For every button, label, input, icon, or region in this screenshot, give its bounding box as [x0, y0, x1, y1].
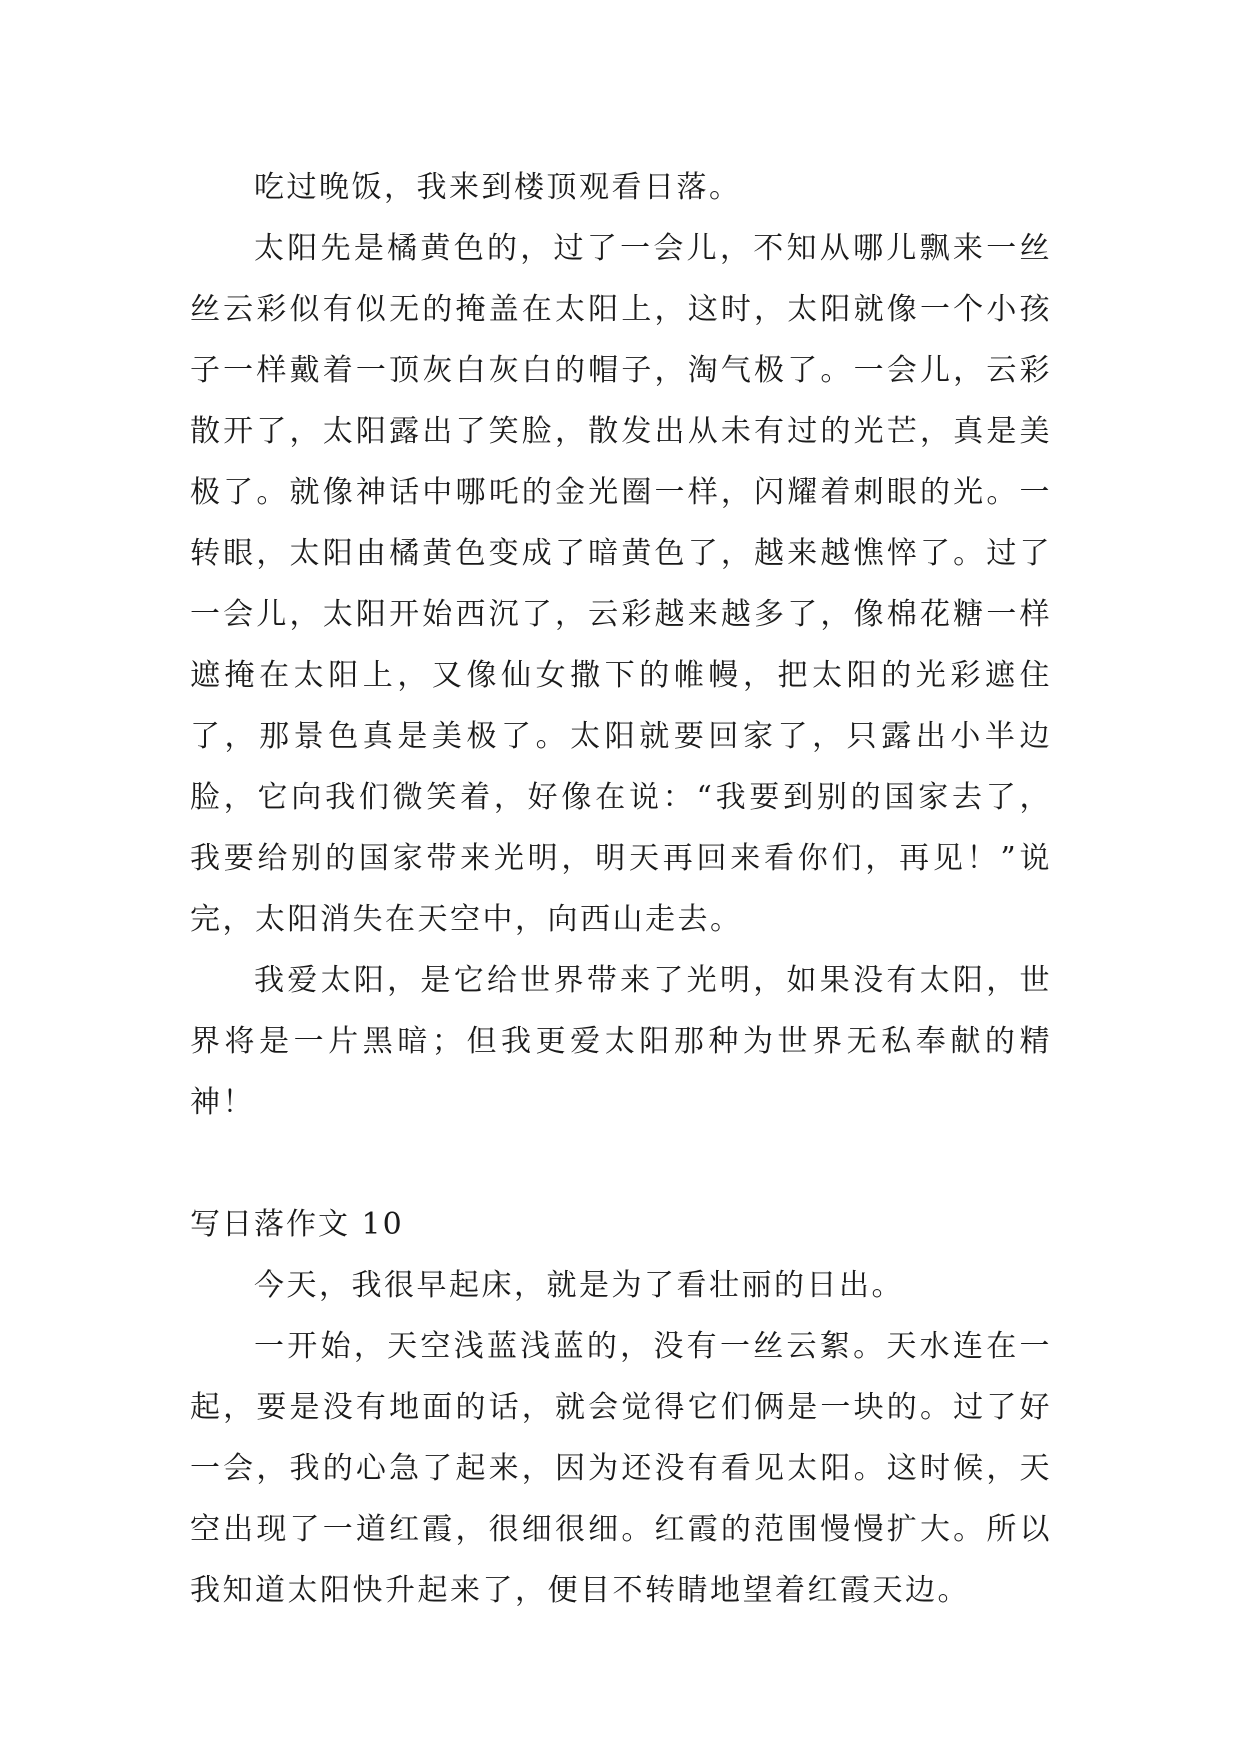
paragraph-sunset-description: 太阳先是橘黄色的，过了一会儿，不知从哪儿飘来一丝丝云彩似有似无的掩盖在太阳上，这时，太阳就像一个小孩子一样戴着一顶灰白灰白的帽子，淘气极了。一会儿，云彩散开了，太阳露出了笑脸，散发出从未有过的光芒，真是美极了。就像神话中哪吒的金光圈一样，闪耀着刺眼的光。一转眼，太阳由橘黄色变成了暗黄色了，越来越憔悴了。过了一会儿，太阳开始西沉了，云彩越来越多了，像棉花糖一样遮掩在太阳上，又像仙女撒下的帷幔，把太阳的光彩遮住了，那景色真是美极了。太阳就要回家了，只露出小半边脸，它向我们微笑着，好像在说：“我要到别的国家去了，我要给别的国家带来光明，明天再回来看你们，再见！”说完，太阳消失在天空中，向西山走去。	[190, 231, 1052, 937]
document-body	[190, 157, 1052, 1621]
paragraph-sky-description: 一开始，天空浅蓝浅蓝的，没有一丝云絮。天水连在一起，要是没有地面的话，就会觉得它们俩是一块的。过了好一会，我的心急了起来，因为还没有看见太阳。这时候，天空出现了一道红霞，很细很细。红霞的范围慢慢扩大。所以我知道太阳快升起来了，便目不转睛地望着红霞天边。	[190, 1329, 1052, 1608]
paragraph-dinner: 吃过晚饭，我来到楼顶观看日落。	[254, 170, 742, 205]
essay-title: 写日落作文 10	[190, 1207, 404, 1242]
paragraph-love-sun: 我爱太阳，是它给世界带来了光明，如果没有太阳，世界将是一片黑暗；但我更爱太阳那种为世界无私奉献的精神！	[190, 963, 1052, 1120]
paragraph-early-rise: 今天，我很早起床，就是为了看壮丽的日出。	[254, 1268, 904, 1303]
